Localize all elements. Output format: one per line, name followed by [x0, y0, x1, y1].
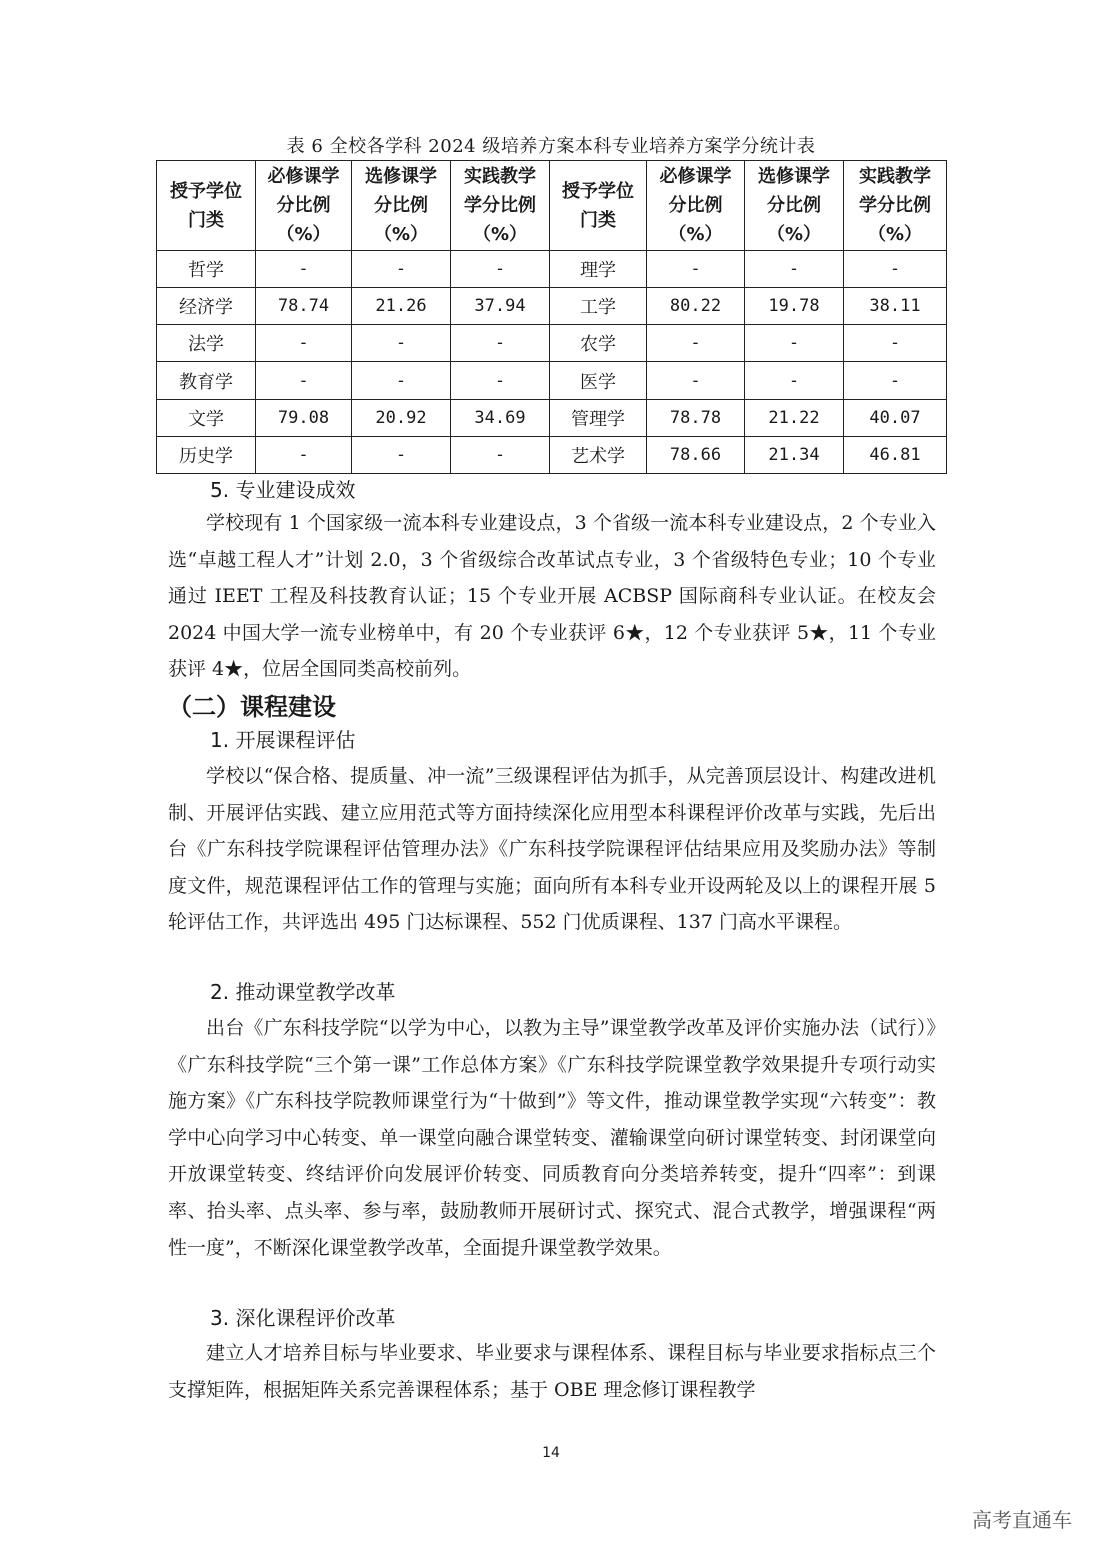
table-row: [157, 288, 947, 325]
cell-required: -: [647, 362, 745, 399]
cell-practice: 40.07: [844, 399, 947, 436]
cell-required: 78.78: [647, 399, 745, 436]
cell-practice: 34.69: [451, 399, 550, 436]
table-row: [157, 325, 947, 362]
cell-elective: -: [745, 362, 844, 399]
cell-practice: -: [451, 251, 550, 288]
cell-elective: -: [352, 325, 451, 362]
heading-3-evaluation-reform: 3. 深化课程评价改革: [210, 1306, 396, 1330]
paragraph-course-evaluation: 学校以“保合格、提质量、冲一流”三级课程评估为抓手，从完善顶层设计、构建改进机制、开展评估实践、建立应用范式等方面持续深化应用型本科课程评价改革与实践，先后出台《广东科技学院课程评估管理办法》《广东科技学院课程评估结果应用及奖励办法》等制度文件，规范课程评估工作的管理与实施；面向所有本科专业开设两轮及以上的课程开展 5 轮评估工作，共评选出 495 门达标课程、552 门优质课程、137 门高水平课程。: [168, 765, 936, 934]
cell-practice: -: [451, 362, 550, 399]
table-row: [157, 362, 947, 399]
cell-degree: 医学: [550, 362, 647, 399]
cell-practice: -: [844, 251, 947, 288]
page-number: 14: [542, 1445, 560, 1461]
paragraph-evaluation-reform: 建立人才培养目标与毕业要求、毕业要求与课程体系、课程目标与毕业要求指标点三个支撑矩阵，根据矩阵关系完善课程体系；基于 OBE 理念修订课程教学: [168, 1342, 936, 1401]
cell-degree: 经济学: [157, 288, 256, 325]
cell-degree: 理学: [550, 251, 647, 288]
cell-elective: -: [352, 436, 451, 473]
cell-required: -: [256, 325, 352, 362]
header-elective-right: 选修课学 分比例 （%）: [745, 161, 844, 251]
header-practice-right: 实践教学 学分比例 （%）: [844, 161, 947, 251]
cell-required: -: [256, 251, 352, 288]
cell-elective: 21.34: [745, 436, 844, 473]
cell-practice: -: [451, 436, 550, 473]
cell-practice: 46.81: [844, 436, 947, 473]
cell-required: 78.66: [647, 436, 745, 473]
paragraph-achievements: 学校现有 1 个国家级一流本科专业建设点，3 个省级一流本科专业建设点，2 个专业入选“卓越工程人才”计划 2.0，3 个省级综合改革试点专业，3 个省级特色专业；10 个专业通过 IEET 工程及科技教育认证；15 个专业开展 ACBSP 国际商科专业认证。在校友会 2024 中国大学一流专业榜单中，有 20 个专业获评 6★，12 个专业获评 5★，11 个专业获评 4★，位居全国同类高校前列。: [168, 512, 936, 681]
cell-practice: -: [844, 362, 947, 399]
cell-required: 78.74: [256, 288, 352, 325]
cell-elective: 21.26: [352, 288, 451, 325]
table-header-row: [157, 161, 947, 251]
cell-degree: 哲学: [157, 251, 256, 288]
cell-elective: 19.78: [745, 288, 844, 325]
cell-required: 79.08: [256, 399, 352, 436]
cell-elective: -: [745, 325, 844, 362]
cell-elective: 21.22: [745, 399, 844, 436]
paragraph-classroom-reform: 出台《广东科技学院“以学为中心，以教为主导”课堂教学改革及评价实施办法（试行）》《广东科技学院“三个第一课”工作总体方案》《广东科技学院课堂教学效果提升专项行动实施方案》《广东科技学院教师课堂行为“十做到”》等文件，推动课堂教学实现“六转变”：教学中心向学习中心转变、单一课堂向融合课堂转变、灌输课堂向研讨课堂转变、封闭课堂向开放课堂转变、终结评价向发展评价转变、同质教育向分类培养转变，提升“四率”：到课率、抬头率、点头率、参与率，鼓励教师开展研讨式、探究式、混合式教学，增强课程“两性一度”，不断深化课堂教学改革，全面提升课堂教学效果。: [168, 1017, 936, 1259]
cell-required: -: [647, 325, 745, 362]
heading-1-course-evaluation: 1. 开展课程评估: [210, 728, 356, 752]
cell-elective: -: [352, 362, 451, 399]
cell-elective: -: [745, 251, 844, 288]
header-elective-left: 选修课学 分比例 （%）: [352, 161, 451, 251]
cell-elective: -: [352, 251, 451, 288]
table-row: [157, 251, 947, 288]
cell-required: -: [647, 251, 745, 288]
cell-practice: 37.94: [451, 288, 550, 325]
cell-required: -: [256, 362, 352, 399]
cell-practice: -: [844, 325, 947, 362]
header-degree-right: 授予学位 门类: [550, 161, 647, 251]
cell-degree: 法学: [157, 325, 256, 362]
cell-degree: 文学: [157, 399, 256, 436]
header-required-right: 必修课学 分比例 （%）: [647, 161, 745, 251]
cell-required: 80.22: [647, 288, 745, 325]
cell-practice: -: [451, 325, 550, 362]
cell-degree: 农学: [550, 325, 647, 362]
cell-degree: 工学: [550, 288, 647, 325]
header-required-left: 必修课学 分比例 （%）: [256, 161, 352, 251]
section-title-course-construction: （二）课程建设: [168, 693, 336, 721]
cell-degree: 管理学: [550, 399, 647, 436]
cell-elective: 20.92: [352, 399, 451, 436]
heading-5-achievements: 5. 专业建设成效: [210, 478, 356, 502]
header-degree-left: 授予学位 门类: [157, 161, 256, 251]
cell-degree: 教育学: [157, 362, 256, 399]
heading-2-classroom-reform: 2. 推动课堂教学改革: [210, 980, 396, 1004]
credit-statistics-table: [156, 160, 947, 474]
cell-required: -: [256, 436, 352, 473]
table-row: [157, 436, 947, 473]
cell-practice: 38.11: [844, 288, 947, 325]
table-caption: 表 6 全校各学科 2024 级培养方案本科专业培养方案学分统计表: [286, 136, 816, 157]
watermark-text: 高考直通车: [972, 1508, 1072, 1532]
header-practice-left: 实践教学 学分比例 （%）: [451, 161, 550, 251]
cell-degree: 历史学: [157, 436, 256, 473]
table-row: [157, 399, 947, 436]
cell-degree: 艺术学: [550, 436, 647, 473]
